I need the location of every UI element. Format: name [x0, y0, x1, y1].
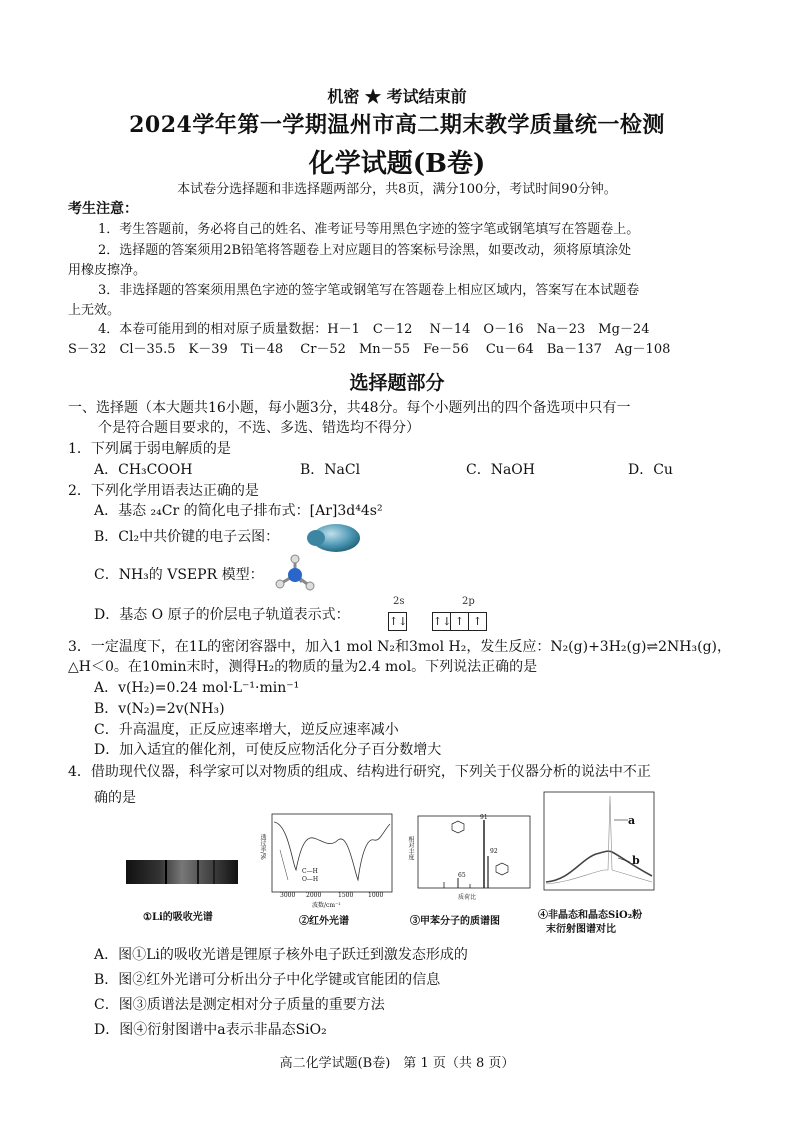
orbital-2s-box: [388, 611, 406, 631]
q4-stem-1: 4．借助现代仪器，科学家可以对物质的组成、结构进行研究，下列关于仪器分析的说法中不正: [68, 764, 651, 780]
ir-y-label: 透过率/%: [259, 834, 266, 860]
note-4a: 4．本卷可能用到的相对原子质量数据：H－1 C－12 N－14 O－16 Na－23 Mg－24: [98, 322, 650, 337]
q1-option-b: B．NaCl: [300, 462, 361, 478]
ir-spectrum-figure: [258, 810, 398, 902]
q4-option-c: C．图③质谱法是测定相对分子质量的重要方法: [94, 997, 385, 1013]
q3-option-c: C．升高温度，正反应速率增大，逆反应速率减小: [94, 722, 399, 738]
q1-stem: 1．下列属于弱电解质的是: [68, 441, 231, 457]
note-4b: S－32 Cl－35.5 K－39 Ti－48 Cr－52 Mn－55 Fe－56 Cu－64 Ba－137 Ag－108: [68, 342, 671, 357]
notes-heading: 考生注意：: [68, 201, 138, 217]
q1-option-a: A．CH₃COOH: [94, 462, 193, 478]
orbital-2p-label: 2p: [462, 596, 475, 607]
figure-2-caption: ②红外光谱: [299, 916, 349, 927]
electron-cloud-image: [304, 518, 364, 558]
q3-option-a: A．v(H₂)=0.24 mol·L⁻¹·min⁻¹: [94, 680, 300, 696]
q1-option-c: C．NaOH: [466, 462, 535, 478]
xrd-label-a: a: [628, 814, 636, 827]
q1-option-d: D．Cu: [628, 462, 673, 478]
section-title: 选择题部分: [349, 372, 445, 394]
ir-oh-label: O—H: [302, 876, 319, 883]
exam-intro: 本试卷分选择题和非选择题两部分，共8页，满分100分，考试时间90分钟。: [177, 182, 617, 197]
ir-tick-1000: 1000: [368, 892, 384, 899]
ms-x-label: 质荷比: [458, 894, 477, 901]
ir-tick-2000: 2000: [306, 892, 322, 899]
q3-stem-2: △H＜0。在10min末时，测得H₂的物质的量为2.4 mol。下列说法正确的是: [68, 659, 538, 675]
orbital-box: ↑↓: [388, 612, 407, 631]
note-3a: 3．非选择题的答案须用黑色字迹的签字笔或钢笔写在答题卷上相应区域内，答案写在本试题卷: [98, 283, 640, 298]
q4-option-a: A．图①Li的吸收光谱是锂原子核外电子跃迁到激发态形成的: [94, 947, 468, 963]
xrd-label-b: b: [632, 854, 640, 867]
q3-stem-1: 3．一定温度下，在1L的密闭容器中，加入1 mol N₂和3mol H₂，发生反应：N₂(g)+3H₂(g)⇌2NH₃(g)，: [68, 639, 732, 655]
figure-4-caption-2: 末衍射图谱对比: [546, 924, 616, 935]
vsepr-model-image: [272, 554, 322, 594]
xrd-figure: [540, 790, 658, 894]
ir-tick-1500: 1500: [338, 892, 354, 899]
section-instructions-2: 个是符合题目要求的，不选、多选、错选均不得分）: [98, 420, 420, 436]
page-footer: 高二化学试题(B卷) 第 1 页（共 8 页）: [279, 1056, 515, 1071]
q2-option-c: C．NH₃的 VSEPR 模型：: [94, 567, 264, 583]
q4-stem-2: 确的是: [94, 790, 136, 806]
paper-subtitle: 化学试题(B卷): [308, 149, 486, 179]
ms-y-label: 相对丰度: [407, 836, 414, 860]
ir-ch-label: C—H: [302, 868, 318, 875]
q2-option-d: D．基态 O 原子的价层电子轨道表示式：: [94, 607, 350, 623]
section-instructions-1: 一、选择题（本大题共16小题，每小题3分，共48分。每个小题列出的四个备选项中只有一: [68, 400, 631, 416]
orbital-box: ↑: [468, 612, 487, 631]
note-3b: 上无效。: [68, 303, 121, 318]
li-absorption-spectrum: [126, 860, 238, 884]
orbital-box: ↑↓: [432, 612, 451, 631]
note-2a: 2．选择题的答案须用2B铅笔将答题卷上对应题目的答案标号涂黑，如要改动，须将原填涂处: [98, 243, 632, 258]
orbital-2s-label: 2s: [393, 596, 405, 607]
figure-3-caption: ③甲苯分子的质谱图: [410, 916, 500, 927]
q3-option-d: D．加入适宜的催化剂，可使反应物活化分子百分数增大: [94, 742, 442, 758]
orbital-2p-boxes: [432, 611, 486, 631]
exam-title: 2024学年第一学期温州市高二期末教学质量统一检测: [129, 112, 665, 138]
q2-stem: 2．下列化学用语表达正确的是: [68, 483, 259, 499]
note-1: 1．考生答题前，务必将自己的姓名、准考证号等用黑色字迹的签字笔或钢笔填写在答题卷上。: [98, 222, 640, 237]
note-2b: 用橡皮擦净。: [68, 263, 147, 278]
q4-option-b: B．图②红外光谱可分析出分子中化学键或官能团的信息: [94, 972, 441, 988]
mass-spectrum-figure: [408, 812, 534, 896]
ms-peak-91: 91: [480, 814, 488, 821]
q2-option-a: A．基态 ₂₄Cr 的简化电子排布式：[Ar]3d⁴4s²: [94, 503, 383, 519]
q4-option-d: D．图④衍射图谱中a表示非晶态SiO₂: [94, 1022, 327, 1038]
confidential-mark: 机密 ★ 考试结束前: [327, 87, 467, 106]
ms-peak-65: 65: [458, 872, 466, 879]
q3-option-b: B．v(N₂)=2v(NH₃): [94, 701, 225, 717]
figure-1-caption: ①Li的吸收光谱: [143, 912, 213, 923]
figure-4-caption-1: ④非晶态和晶态SiO₂粉: [538, 910, 643, 921]
ir-x-label: 波数/cm⁻¹: [312, 902, 341, 909]
ms-peak-92: 92: [490, 848, 498, 855]
orbital-box: ↑: [450, 612, 469, 631]
q2-option-b: B．Cl₂中共价键的电子云图：: [94, 529, 280, 545]
ir-tick-3000: 3000: [280, 892, 296, 899]
